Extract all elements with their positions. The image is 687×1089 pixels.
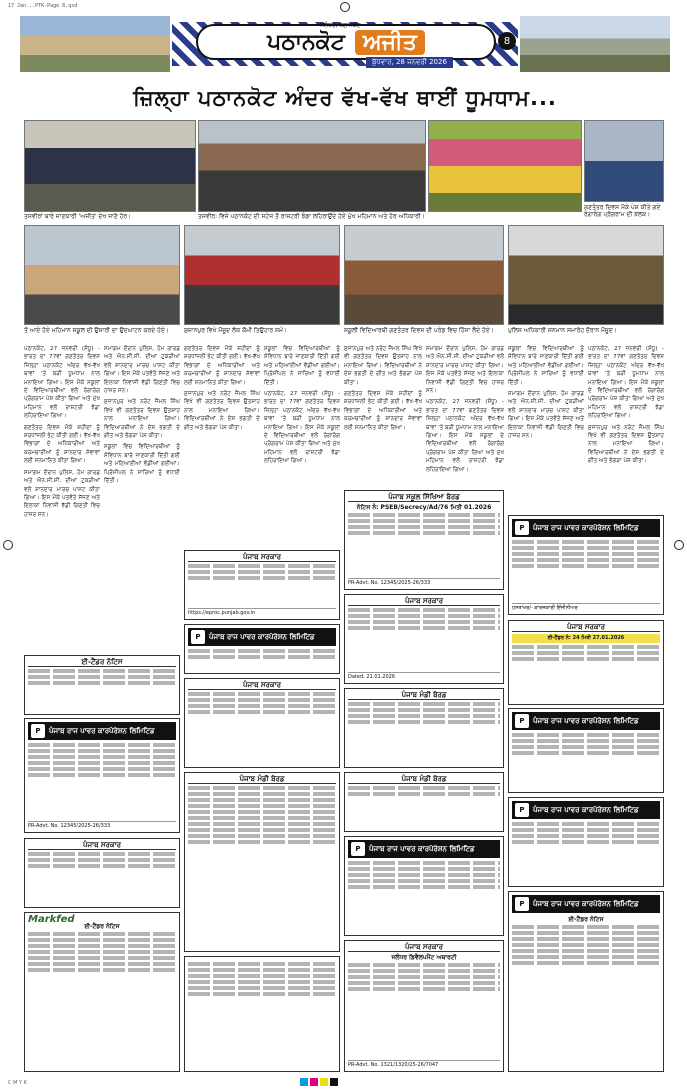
ad-title: ਪੰਜਾਬ ਸਰਕਾਰ <box>512 624 660 632</box>
ad-title: ਪੰਜਾਬ ਮੰਡੀ ਬੋਰਡ <box>348 776 500 784</box>
ad-title: ਪੰਜਾਬ ਰਾਜ ਪਾਵਰ ਕਾਰਪੋਰੇਸ਼ਨ ਲਿਮਿਟਿਡ <box>533 523 639 532</box>
ad-punjab-govt-2 <box>344 594 504 684</box>
ad-pspcl-3 <box>24 718 180 833</box>
pspcl-logo-icon: P <box>515 521 529 535</box>
masthead-title-left: ਪਠਾਨਕੋਟ <box>267 29 345 55</box>
article-column-8 <box>588 345 664 505</box>
masthead <box>20 14 670 74</box>
registration-mark-icon <box>674 540 684 550</box>
ad-etender-1 <box>24 655 180 715</box>
pspcl-logo-icon: P <box>515 897 529 911</box>
article-text: ਸਮਾਗਮ ਦੌਰਾਨ ਪੁਲਿਸ, ਹੋਮ ਗਾਰਡ ਅਤੇ ਐਨ.ਸੀ.ਸੀ. ਦੀਆਂ ਟੁਕੜੀਆਂ ਵਲੋਂ ਸ਼ਾਨਦਾਰ ਮਾਰਚ ਪਾਸਟ ਕੀਤਾ ਗਿਆ। ਇਸ ਮੌਕੇ ਪਤਵੰਤੇ ਸੱਜਣ ਅਤੇ ਇਲਾਕਾ ਨਿਵਾਸੀ ਵੱਡੀ ਗਿਣਤੀ ਵਿਚ ਹਾਜ਼ਰ ਸਨ। <box>426 346 504 395</box>
article-text: ਸੁਜਾਨਪੁਰ ਅਤੇ ਨਰੋਟ ਜੈਮਲ ਸਿੰਘ ਵਿਖੇ ਵੀ ਗਣਤੰਤਰ ਦਿਵਸ ਉਤਸ਼ਾਹ ਨਾਲ ਮਨਾਇਆ ਗਿਆ। ਵਿਦਿਆਰਥੀਆਂ ਨੇ ਦੇਸ਼ ਭਗਤੀ ਦੇ ਗੀਤ ਅਤੇ ਭੰਗੜਾ ਪੇਸ਼ ਕੀਤਾ। <box>184 391 260 431</box>
ad-title: ਪੰਜਾਬ ਸਰਕਾਰ <box>28 842 176 850</box>
page-number: 8 <box>498 32 516 50</box>
photo-cultural-dance <box>428 120 582 212</box>
article-column-6 <box>426 345 504 485</box>
ad-title: ਪੰਜਾਬ ਰਾਜ ਪਾਵਰ ਕਾਰਪੋਰੇਸ਼ਨ ਲਿਮਿਟਿਡ <box>209 632 315 641</box>
caption-7: ਪੁਲਿਸ ਅਧਿਕਾਰੀ ਸਨਮਾਨ ਸਮਾਰੋਹ ਦੌਰਾਨ ਮੌਜੂਦ। <box>508 327 617 334</box>
masthead-photo-left <box>20 16 170 72</box>
ad-school-board <box>344 490 504 590</box>
article-text: ਸਮਾਗਮ ਦੌਰਾਨ ਪੁਲਿਸ, ਹੋਮ ਗਾਰਡ ਅਤੇ ਐਨ.ਸੀ.ਸੀ. ਦੀਆਂ ਟੁਕੜੀਆਂ ਵਲੋਂ ਸ਼ਾਨਦਾਰ ਮਾਰਚ ਪਾਸਟ ਕੀਤਾ ਗਿਆ। ਇਸ ਮੌਕੇ ਪਤਵੰਤੇ ਸੱਜਣ ਅਤੇ ਇਲਾਕਾ ਨਿਵਾਸੀ ਵੱਡੀ ਗਿਣਤੀ ਵਿਚ ਹਾਜ਼ਰ ਸਨ। <box>24 469 100 518</box>
photo-guests-ribbon <box>184 225 340 325</box>
registration-mark-icon <box>3 540 13 550</box>
article-column-5 <box>344 345 422 485</box>
masthead-photo-right <box>520 16 670 72</box>
ad-title: ਪੰਜਾਬ ਮੰਡੀ ਬੋਰਡ <box>188 776 336 784</box>
ad-title: ਪੰਜਾਬ ਸਰਕਾਰ <box>188 554 336 562</box>
ad-highlight: ਈ-ਟੈਂਡਰ ਨੰ: 24 ਮਿਤੀ 27.01.2026 <box>512 634 660 643</box>
article-text: ਪਠਾਨਕੋਟ, 27 ਜਨਵਰੀ (ਸੰਧੂ) - ਭਾਰਤ ਦਾ 77ਵਾਂ ਗਣਤੰਤਰ ਦਿਵਸ ਜ਼ਿਲ੍ਹਾ ਪਠਾਨਕੋਟ ਅੰਦਰ ਵੱਖ-ਵੱਖ ਥਾਵਾਂ 'ਤੇ ਬੜੀ ਧੂਮਧਾਮ ਨਾਲ ਮਨਾਇਆ ਗਿਆ। ਇਸ ਮੌਕੇ ਸਕੂਲਾਂ ਦੇ ਵਿਦਿਆਰਥੀਆਂ ਵਲੋਂ ਰੰਗਾਰੰਗ ਪ੍ਰੋਗਰਾਮ ਪੇਸ਼ ਕੀਤਾ ਗਿਆ ਅਤੇ ਮੁੱਖ ਮਹਿਮਾਨ ਵਲੋਂ ਰਾਸ਼ਟਰੀ ਝੰਡਾ ਲਹਿਰਾਇਆ ਗਿਆ। <box>426 399 504 473</box>
ad-pspcl-5 <box>344 836 504 936</box>
caption-2: ਤਸਵੀਰ: ਵਿਜੇ ਪਠਾਨਕੋਟ ਦੀ ਸਟੇਜ ਤੋਂ ਰਾਸ਼ਟਰੀ ਝੰਡਾ ਲਹਿਰਾਉਂਦੇ ਹੋਏ ਮੁੱਖ ਮਹਿਮਾਨ ਅਤੇ ਹੋਰ ਅਧਿਕਾਰੀ। <box>198 213 425 220</box>
article-text: ਸਕੂਲਾਂ ਵਿਚ ਵਿਦਿਆਰਥੀਆਂ ਨੂੰ ਸੰਵਿਧਾਨ ਬਾਰੇ ਜਾਣਕਾਰੀ ਦਿੱਤੀ ਗਈ ਅਤੇ ਮਠਿਆਈਆਂ ਵੰਡੀਆਂ ਗਈਆਂ। ਪ੍ਰਿੰਸੀਪਲ ਨੇ ਸਾਰਿਆਂ ਨੂੰ ਵਧਾਈ ਦਿੱਤੀ। <box>104 444 180 485</box>
article-text: ਸਮਾਗਮ ਦੌਰਾਨ ਪੁਲਿਸ, ਹੋਮ ਗਾਰਡ ਅਤੇ ਐਨ.ਸੀ.ਸੀ. ਦੀਆਂ ਟੁਕੜੀਆਂ ਵਲੋਂ ਸ਼ਾਨਦਾਰ ਮਾਰਚ ਪਾਸਟ ਕੀਤਾ ਗਿਆ। ਇਸ ਮੌਕੇ ਪਤਵੰਤੇ ਸੱਜਣ ਅਤੇ ਇਲਾਕਾ ਨਿਵਾਸੀ ਵੱਡੀ ਗਿਣਤੀ ਵਿਚ ਹਾਜ਼ਰ ਸਨ। <box>508 391 584 440</box>
ad-subtitle: ਈ-ਟੈਂਡਰ ਨੋਟਿਸ <box>568 916 604 923</box>
ad-pspcl-4 <box>508 708 664 793</box>
cmyk-yellow-swatch <box>320 1078 328 1086</box>
ad-notice: ਨੋਟਿਸ ਨੰ: PSEB/Secrecy/Ad/76 ਮਿਤੀ 01.2026 <box>356 504 492 511</box>
article-text: ਸੁਜਾਨਪੁਰ ਅਤੇ ਨਰੋਟ ਜੈਮਲ ਸਿੰਘ ਵਿਖੇ ਵੀ ਗਣਤੰਤਰ ਦਿਵਸ ਉਤਸ਼ਾਹ ਨਾਲ ਮਨਾਇਆ ਗਿਆ। ਵਿਦਿਆਰਥੀਆਂ ਨੇ ਦੇਸ਼ ਭਗਤੀ ਦੇ ਗੀਤ ਅਤੇ ਭੰਗੜਾ ਪੇਸ਼ ਕੀਤਾ। <box>588 424 664 465</box>
ad-footer: PR-Advt. No. 12345/2025-26/333 <box>28 821 176 830</box>
cmyk-cyan-swatch <box>300 1078 308 1086</box>
registration-mark-icon <box>340 2 350 12</box>
caption-3: ਗਣਤੰਤਰ ਦਿਵਸ ਮੌਕੇ ਪੇਸ਼ ਕੀਤੇ ਗਏ ਰੰਗਾਰੰਗ ਪ੍ਰੋਗਰਾਮ ਦੀ ਝਲਕ। <box>584 204 661 218</box>
photo-school-building <box>24 225 180 325</box>
ad-footer: PR-Advt. No. 12345/2025-26/333 <box>348 578 500 587</box>
ad-title: ਪੰਜਾਬ ਰਾਜ ਪਾਵਰ ਕਾਰਪੋਰੇਸ਼ਨ ਲਿਮਿਟਿਡ <box>49 726 155 735</box>
article-column-3 <box>184 345 260 545</box>
markfed-logo: Markfed <box>28 914 75 925</box>
pspcl-logo-icon: P <box>191 630 205 644</box>
caption-1: ਤਸਵੀਰਾਂ ਬਾਰੇ ਜਾਣਕਾਰੀ 'ਅਜੀਤ' ਦੇਖ ਜਾਣੋ ਹੋਰ। <box>24 213 132 220</box>
photo-flag-hoisting <box>198 120 426 212</box>
ad-title: ਪੰਜਾਬ ਮੰਡੀ ਬੋਰਡ <box>348 692 500 700</box>
ad-markfed <box>24 912 180 1072</box>
cmyk-black-swatch <box>330 1078 338 1086</box>
article-text: ਸੁਜਾਨਪੁਰ ਅਤੇ ਨਰੋਟ ਜੈਮਲ ਸਿੰਘ ਵਿਖੇ ਵੀ ਗਣਤੰਤਰ ਦਿਵਸ ਉਤਸ਼ਾਹ ਨਾਲ ਮਨਾਇਆ ਗਿਆ। ਵਿਦਿਆਰਥੀਆਂ ਨੇ ਦੇਸ਼ ਭਗਤੀ ਦੇ ਗੀਤ ਅਤੇ ਭੰਗੜਾ ਪੇਸ਼ ਕੀਤਾ। <box>104 399 180 440</box>
ad-title: ਪੰਜਾਬ ਸਰਕਾਰ <box>348 598 500 606</box>
masthead-subtitle: ਜਲੰਧਰ, ਪਠਾਨਕੋਟ <box>320 22 361 29</box>
ad-pspcl-6 <box>508 797 664 887</box>
ad-footer: PR-Advt. No. 1321/1320/25-26/7047 <box>348 1060 500 1069</box>
ad-pspcl-2 <box>184 624 340 674</box>
article-column-2 <box>104 345 180 650</box>
pspcl-logo-icon: P <box>515 714 529 728</box>
ad-footer: Dated: 21.01.2026 <box>348 672 500 681</box>
article-text: ਗਣਤੰਤਰ ਦਿਵਸ ਮੌਕੇ ਸ਼ਹੀਦਾਂ ਨੂੰ ਸ਼ਰਧਾਂਜਲੀ ਭੇਟ ਕੀਤੀ ਗਈ। ਵੱਖ-ਵੱਖ ਵਿਭਾਗਾਂ ਦੇ ਅਧਿਕਾਰੀਆਂ ਅਤੇ ਕਰਮਚਾਰੀਆਂ ਨੂੰ ਸ਼ਾਨਦਾਰ ਸੇਵਾਵਾਂ ਲਈ ਸਨਮਾਨਿਤ ਕੀਤਾ ਗਿਆ। <box>184 346 260 386</box>
caption-4: ਤੋਂ ਆਏ ਹੋਏ ਮਹਿਮਾਨ ਸਕੂਲ ਦੀ ਉਸਾਰੀ ਦਾ ਉਦਘਾਟਨ ਕਰਦੇ ਹੋਏ। <box>24 327 169 334</box>
masthead-title-right: ਅਜੀਤ <box>355 30 425 55</box>
ad-footer: https://eproc.punjab.gov.in <box>188 608 336 617</box>
print-slug: 17 Jan...PTK-Page 8.qxd <box>8 3 78 9</box>
article-column-7 <box>508 345 584 505</box>
ad-title: ਪੰਜਾਬ ਸਕੂਲ ਸਿੱਖਿਆ ਬੋਰਡ <box>348 494 500 502</box>
bottom-slug: C M Y K <box>8 1080 27 1086</box>
photo-students-parade <box>24 120 196 212</box>
caption-6: ਸਕੂਲੀ ਵਿਦਿਆਰਥੀ ਗਣਤੰਤਰ ਦਿਵਸ ਦੀ ਪਰੇਡ ਵਿਚ ਹਿੱਸਾ ਲੈਂਦੇ ਹੋਏ। <box>344 327 494 334</box>
ad-punjab-govt-5 <box>24 838 180 908</box>
article-text: ਪਠਾਨਕੋਟ, 27 ਜਨਵਰੀ (ਸੰਧੂ) - ਭਾਰਤ ਦਾ 77ਵਾਂ ਗਣਤੰਤਰ ਦਿਵਸ ਜ਼ਿਲ੍ਹਾ ਪਠਾਨਕੋਟ ਅੰਦਰ ਵੱਖ-ਵੱਖ ਥਾਵਾਂ 'ਤੇ ਬੜੀ ਧੂਮਧਾਮ ਨਾਲ ਮਨਾਇਆ ਗਿਆ। ਇਸ ਮੌਕੇ ਸਕੂਲਾਂ ਦੇ ਵਿਦਿਆਰਥੀਆਂ ਵਲੋਂ ਰੰਗਾਰੰਗ ਪ੍ਰੋਗਰਾਮ ਪੇਸ਼ ਕੀਤਾ ਗਿਆ ਅਤੇ ਮੁੱਖ ਮਹਿਮਾਨ ਵਲੋਂ ਰਾਸ਼ਟਰੀ ਝੰਡਾ ਲਹਿਰਾਇਆ ਗਿਆ। <box>588 346 664 420</box>
cmyk-magenta-swatch <box>310 1078 318 1086</box>
article-text: ਸਮਾਗਮ ਦੌਰਾਨ ਪੁਲਿਸ, ਹੋਮ ਗਾਰਡ ਅਤੇ ਐਨ.ਸੀ.ਸੀ. ਦੀਆਂ ਟੁਕੜੀਆਂ ਵਲੋਂ ਸ਼ਾਨਦਾਰ ਮਾਰਚ ਪਾਸਟ ਕੀਤਾ ਗਿਆ। ਇਸ ਮੌਕੇ ਪਤਵੰਤੇ ਸੱਜਣ ਅਤੇ ਇਲਾਕਾ ਨਿਵਾਸੀ ਵੱਡੀ ਗਿਣਤੀ ਵਿਚ ਹਾਜ਼ਰ ਸਨ। <box>104 346 180 395</box>
ad-title: ਪੰਜਾਬ ਰਾਜ ਪਾਵਰ ਕਾਰਪੋਰੇਸ਼ਨ ਲਿਮਿਟਿਡ <box>533 805 639 814</box>
photo-students-row <box>344 225 504 325</box>
ad-pspcl-1 <box>508 515 664 615</box>
ad-punjab-govt-4 <box>184 678 340 768</box>
article-text: ਪਠਾਨਕੋਟ, 27 ਜਨਵਰੀ (ਸੰਧੂ) - ਭਾਰਤ ਦਾ 77ਵਾਂ ਗਣਤੰਤਰ ਦਿਵਸ ਜ਼ਿਲ੍ਹਾ ਪਠਾਨਕੋਟ ਅੰਦਰ ਵੱਖ-ਵੱਖ ਥਾਵਾਂ 'ਤੇ ਬੜੀ ਧੂਮਧਾਮ ਨਾਲ ਮਨਾਇਆ ਗਿਆ। ਇਸ ਮੌਕੇ ਸਕੂਲਾਂ ਦੇ ਵਿਦਿਆਰਥੀਆਂ ਵਲੋਂ ਰੰਗਾਰੰਗ ਪ੍ਰੋਗਰਾਮ ਪੇਸ਼ ਕੀਤਾ ਗਿਆ ਅਤੇ ਮੁੱਖ ਮਹਿਮਾਨ ਵਲੋਂ ਰਾਸ਼ਟਰੀ ਝੰਡਾ ਲਹਿਰਾਇਆ ਗਿਆ। <box>24 346 100 420</box>
article-text: ਸਕੂਲਾਂ ਵਿਚ ਵਿਦਿਆਰਥੀਆਂ ਨੂੰ ਸੰਵਿਧਾਨ ਬਾਰੇ ਜਾਣਕਾਰੀ ਦਿੱਤੀ ਗਈ ਅਤੇ ਮਠਿਆਈਆਂ ਵੰਡੀਆਂ ਗਈਆਂ। ਪ੍ਰਿੰਸੀਪਲ ਨੇ ਸਾਰਿਆਂ ਨੂੰ ਵਧਾਈ ਦਿੱਤੀ। <box>508 346 584 386</box>
article-text: ਗਣਤੰਤਰ ਦਿਵਸ ਮੌਕੇ ਸ਼ਹੀਦਾਂ ਨੂੰ ਸ਼ਰਧਾਂਜਲੀ ਭੇਟ ਕੀਤੀ ਗਈ। ਵੱਖ-ਵੱਖ ਵਿਭਾਗਾਂ ਦੇ ਅਧਿਕਾਰੀਆਂ ਅਤੇ ਕਰਮਚਾਰੀਆਂ ਨੂੰ ਸ਼ਾਨਦਾਰ ਸੇਵਾਵਾਂ ਲਈ ਸਨਮਾਨਿਤ ਕੀਤਾ ਗਿਆ। <box>24 424 100 465</box>
photo-band-group <box>584 120 664 202</box>
page-headline: ਜ਼ਿਲ੍ਹਾ ਪਠਾਨਕੋਟ ਅੰਦਰ ਵੱਖ-ਵੱਖ ਥਾਈਂ ਧੂਮਧਾਮ... <box>133 86 557 110</box>
article-text: ਪਠਾਨਕੋਟ, 27 ਜਨਵਰੀ (ਸੰਧੂ) - ਭਾਰਤ ਦਾ 77ਵਾਂ ਗਣਤੰਤਰ ਦਿਵਸ ਜ਼ਿਲ੍ਹਾ ਪਠਾਨਕੋਟ ਅੰਦਰ ਵੱਖ-ਵੱਖ ਥਾਵਾਂ 'ਤੇ ਬੜੀ ਧੂਮਧਾਮ ਨਾਲ ਮਨਾਇਆ ਗਿਆ। ਇਸ ਮੌਕੇ ਸਕੂਲਾਂ ਦੇ ਵਿਦਿਆਰਥੀਆਂ ਵਲੋਂ ਰੰਗਾਰੰਗ ਪ੍ਰੋਗਰਾਮ ਪੇਸ਼ ਕੀਤਾ ਗਿਆ ਅਤੇ ਮੁੱਖ ਮਹਿਮਾਨ ਵਲੋਂ ਰਾਸ਼ਟਰੀ ਝੰਡਾ ਲਹਿਰਾਇਆ ਗਿਆ। <box>264 391 340 465</box>
photo-police-officers <box>508 225 664 325</box>
ad-punjab-govt-6 <box>184 956 340 1072</box>
ad-title: ਪੰਜਾਬ ਰਾਜ ਪਾਵਰ ਕਾਰਪੋਰੇਸ਼ਨ ਲਿਮਿਟਿਡ <box>369 844 475 853</box>
article-text: ਗਣਤੰਤਰ ਦਿਵਸ ਮੌਕੇ ਸ਼ਹੀਦਾਂ ਨੂੰ ਸ਼ਰਧਾਂਜਲੀ ਭੇਟ ਕੀਤੀ ਗਈ। ਵੱਖ-ਵੱਖ ਵਿਭਾਗਾਂ ਦੇ ਅਧਿਕਾਰੀਆਂ ਅਤੇ ਕਰਮਚਾਰੀਆਂ ਨੂੰ ਸ਼ਾਨਦਾਰ ਸੇਵਾਵਾਂ ਲਈ ਸਨਮਾਨਿਤ ਕੀਤਾ ਗਿਆ। <box>344 391 422 431</box>
ad-subtitle: ਜਲੰਧਰ ਡਿਵੈਲਪਮੈਂਟ ਅਥਾਰਟੀ <box>391 954 457 961</box>
ad-mandi-board-2 <box>184 772 340 952</box>
ad-pspcl-7 <box>508 891 664 1072</box>
ad-title: ਈ-ਟੈਂਡਰ ਨੋਟਿਸ <box>84 923 120 930</box>
ad-title: ਈ-ਟੈਂਡਰ ਨੋਟਿਸ <box>28 659 176 667</box>
pspcl-logo-icon: P <box>515 803 529 817</box>
ad-mandi-board-3 <box>344 772 504 832</box>
masthead-date: ਬੁੱਧਵਾਰ, 28 ਜਨਵਰੀ 2026 <box>366 57 453 68</box>
caption-5: ਸੁਜਾਨਪੁਰ ਵਿਖੇ ਮੌਜੂਦ ਲੋਕ ਕੌਮੀ ਤਿਉਹਾਰ ਸਮੇਂ। <box>184 327 287 334</box>
ad-punjab-govt-1 <box>184 550 340 620</box>
pspcl-logo-icon: P <box>351 842 365 856</box>
article-column-1 <box>24 345 100 650</box>
pspcl-logo-icon: P <box>31 724 45 738</box>
ad-title: ਪੰਜਾਬ ਸਰਕਾਰ <box>188 682 336 690</box>
ad-title: ਪੰਜਾਬ ਰਾਜ ਪਾਵਰ ਕਾਰਪੋਰੇਸ਼ਨ ਲਿਮਿਟਿਡ <box>533 716 639 725</box>
article-text: ਸੁਜਾਨਪੁਰ ਅਤੇ ਨਰੋਟ ਜੈਮਲ ਸਿੰਘ ਵਿਖੇ ਵੀ ਗਣਤੰਤਰ ਦਿਵਸ ਉਤਸ਼ਾਹ ਨਾਲ ਮਨਾਇਆ ਗਿਆ। ਵਿਦਿਆਰਥੀਆਂ ਨੇ ਦੇਸ਼ ਭਗਤੀ ਦੇ ਗੀਤ ਅਤੇ ਭੰਗੜਾ ਪੇਸ਼ ਕੀਤਾ। <box>344 346 422 386</box>
ad-title: ਪੰਜਾਬ ਰਾਜ ਪਾਵਰ ਕਾਰਪੋਰੇਸ਼ਨ ਲਿਮਿਟਿਡ <box>533 899 639 908</box>
ad-punjab-govt-3 <box>508 620 664 705</box>
ad-title: ਪੰਜਾਬ ਸਰਕਾਰ <box>348 944 500 952</box>
article-column-4 <box>264 345 340 545</box>
article-text: ਸਕੂਲਾਂ ਵਿਚ ਵਿਦਿਆਰਥੀਆਂ ਨੂੰ ਸੰਵਿਧਾਨ ਬਾਰੇ ਜਾਣਕਾਰੀ ਦਿੱਤੀ ਗਈ ਅਤੇ ਮਠਿਆਈਆਂ ਵੰਡੀਆਂ ਗਈਆਂ। ਪ੍ਰਿੰਸੀਪਲ ਨੇ ਸਾਰਿਆਂ ਨੂੰ ਵਧਾਈ ਦਿੱਤੀ। <box>264 346 340 386</box>
ad-footer: ਹਸਤਾਖਰ/- ਕਾਰਜਕਾਰੀ ਇੰਜੀਨੀਅਰ <box>512 603 660 612</box>
ad-mandi-board-1 <box>344 688 504 768</box>
ad-jalandhar-dev <box>344 940 504 1072</box>
